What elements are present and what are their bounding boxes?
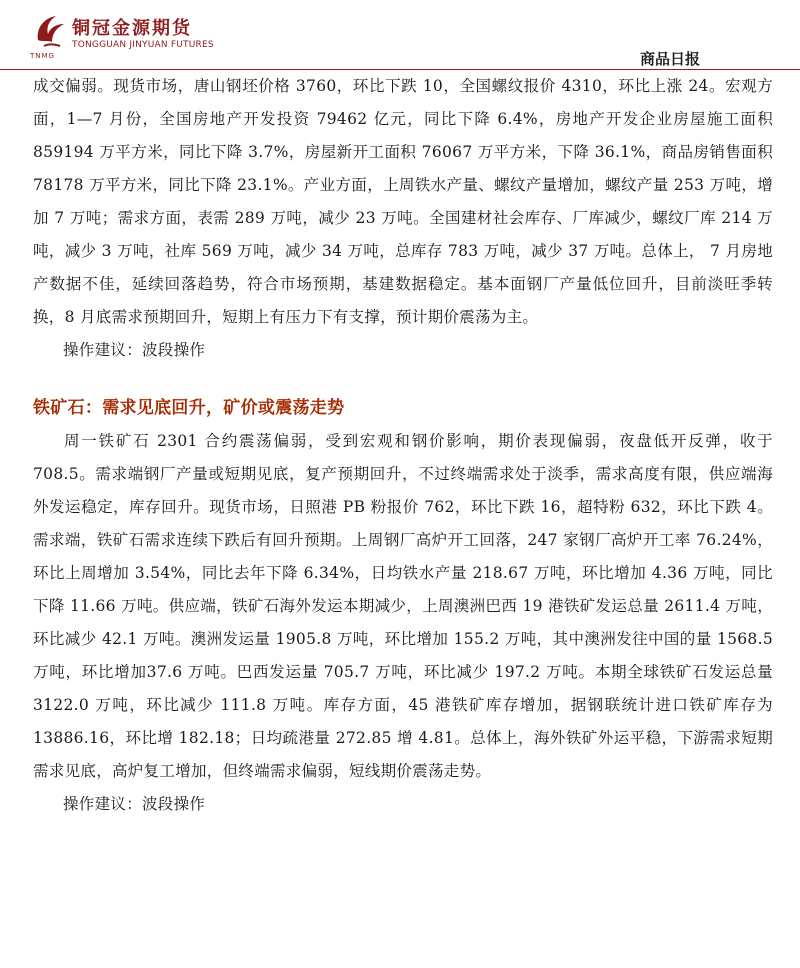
company-name-cn: 铜冠金源期货 xyxy=(72,18,192,39)
company-abbr: TNMG xyxy=(30,52,55,60)
report-type-title: 商品日报 xyxy=(639,50,700,68)
steel-operation-advice: 操作建议：波段操作 xyxy=(63,341,206,359)
iron-ore-section-title: 铁矿石：需求见底回升，矿价或震荡走势 xyxy=(33,398,345,418)
iron-ore-operation-advice: 操作建议：波段操作 xyxy=(63,795,206,813)
iron-ore-section-body: 周一铁矿石 2301 合约震荡偏弱，受到宏观和钢价影响，期价表现偏弱，夜盘低开反弹，收于 708.5。需求端钢厂产量或短期见底，复产预期回升，不过终端需求处于淡季，需求高度有限，供应端海外发运稳定，库存回升。现货市场，日照港 PB 粉报价 762，环比下跌 16，超特粉 632，环比下跌 4。需求端，铁矿石需求连续下跌后有回升预期。上周钢厂高炉开工回落，247 家钢厂高炉开工率 76.24%，环比上周增加 3.54%，同比去年下降 6.34%，日均铁水产量 218.67 万吨，环比增加 4.36 万吨，同比下降 11.66 万吨。供应端，铁矿石海外发运本期减少，上周澳洲巴西 19 港铁矿发运总量 2611.4 万吨，环比减少 42.1 万吨。澳洲发运量 1905.8 万吨，环比增加 155.2 万吨，其中澳洲发往中国的量 1568.5 万吨，环比增加37.6 万吨。巴西发运量 705.7 万吨，环比减少 197.2 万吨。本期全球铁矿石发运总量 3122.0 万吨，环比减少 111.8 万吨。库存方面，45 港铁矿库存增加，据钢联统计进口铁矿库存为 13886.16，环比增 182.18；日均疏港量 272.85 增 4.81。总体上，海外铁矿外运平稳，下游需求短期需求见底，高炉复工增加，但终端需求偏弱，短线期价震荡走势。 xyxy=(33,432,773,780)
company-name-en: TONGGUAN JINYUAN FUTURES xyxy=(72,40,214,50)
steel-section-body: 成交偏弱。现货市场，唐山钢坯价格 3760，环比下跌 10，全国螺纹报价 4310，环比上涨 24。宏观方面，1—7 月份，全国房地产开发投资 79462 亿元，同比下降 6.4%，房地产开发企业房屋施工面积 859194 万平方米，同比下降 3.7%，房屋新开工面积 76067 万平方米，下降 36.1%，商品房销售面积 78178 万平方米，同比下降 23.1%。产业方面，上周铁水产量、螺纹产量增加，螺纹产量 253 万吨，增加 7 万吨；需求方面，表需 289 万吨，减少 23 万吨。全国建材社会库存、厂库减少，螺纹厂库 214 万吨，减少 3 万吨，社库 569 万吨，减少 34 万吨，总库存 783 万吨，减少 37 万吨。总体上， 7 月房地产数据不佳，延续回落趋势，符合市场预期，基建数据稳定。基本面钢厂产量低位回升，目前淡旺季转换，8 月底需求预期回升，短期上有压力下有支撑，预计期价震荡为主。 xyxy=(33,77,773,326)
page-header xyxy=(0,0,800,70)
company-logo-icon xyxy=(30,10,70,54)
report-content xyxy=(33,70,773,821)
